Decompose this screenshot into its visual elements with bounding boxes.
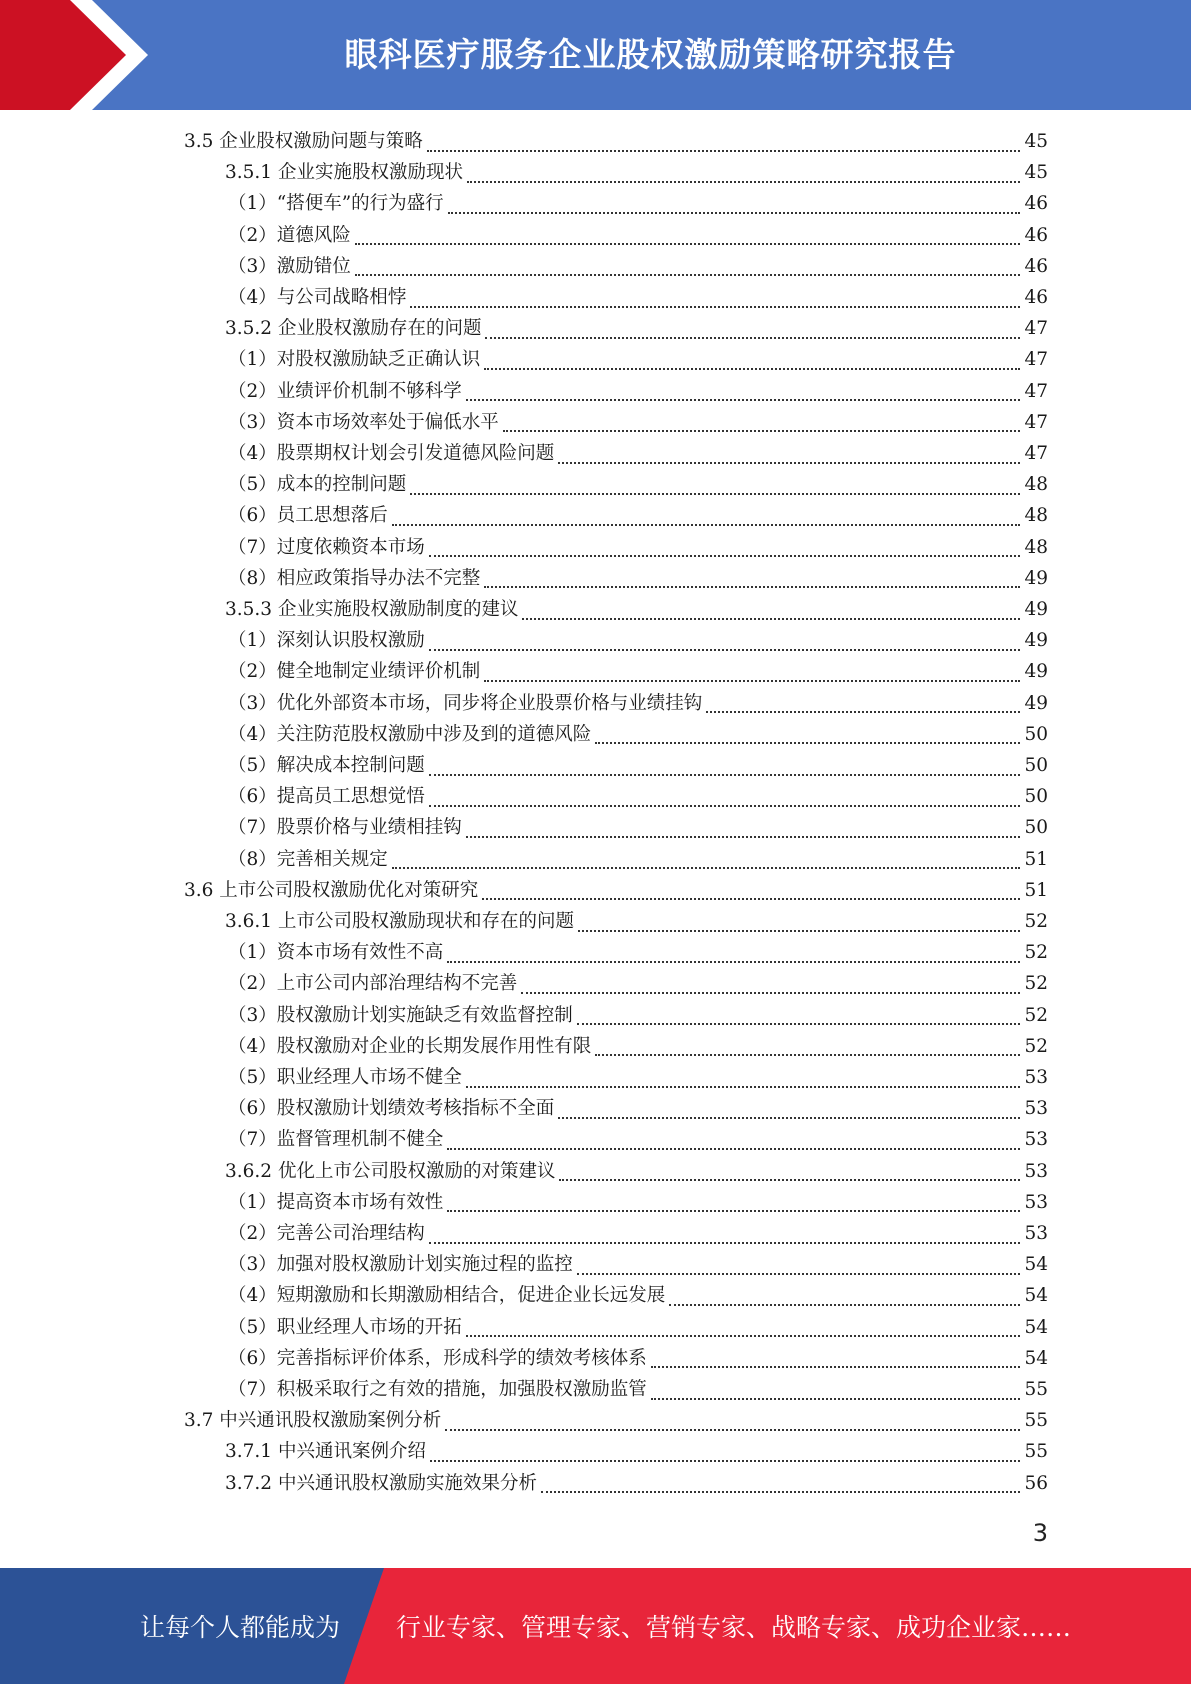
toc-entry-label: 3.6.1 上市公司股权激励现状和存在的问题 [225,911,574,932]
toc-entry-label: （2）完善公司治理结构 [228,1223,425,1244]
toc-entry-page: 51 [1024,879,1048,901]
toc-entry-page: 53 [1024,1098,1048,1120]
toc-leader-dots [577,1271,1021,1275]
toc-entry-page: 48 [1024,505,1048,527]
toc-entry[interactable] [228,1312,1048,1343]
toc-leader-dots [355,272,1021,276]
header-title: 眼科医疗服务企业股权激励策略研究报告 [344,34,957,74]
toc-entry-page: 47 [1024,349,1048,371]
toc-entry-page: 52 [1024,1004,1048,1026]
toc-entry[interactable] [228,1374,1048,1405]
toc-entry-label: （8）相应政策指导办法不完整 [228,567,481,589]
toc-entry-page: 48 [1024,474,1048,496]
toc-leader-dots [578,928,1020,932]
toc-entry[interactable] [228,719,1048,750]
toc-entry[interactable] [228,563,1048,594]
toc-entry-label: （1）资本市场有效性不高 [228,942,444,964]
toc-entry[interactable] [228,376,1048,407]
toc-leader-dots [595,740,1020,744]
toc-entry-page: 55 [1024,1379,1048,1400]
toc-leader-dots [429,803,1021,807]
toc-entry-page: 51 [1024,848,1048,870]
toc-entry-label: （4）与公司战略相悖 [228,287,407,308]
toc-leader-dots [429,772,1021,776]
toc-entry-label: 3.7.2 中兴通讯股权激励实施效果分析 [225,1472,537,1494]
toc-leader-dots [466,1084,1021,1088]
toc-entry-label: 3.5 企业股权激励问题与策略 [184,131,423,152]
toc-leader-dots [706,709,1020,713]
toc-entry[interactable] [228,937,1048,968]
toc-entry-label: （8）完善相关规定 [228,848,388,870]
toc-entry-label: （4）股权激励对企业的长期发展作用性有限 [228,1035,592,1057]
toc-leader-dots [482,896,1020,900]
toc-entry[interactable] [184,1405,1048,1436]
toc-entry-page: 53 [1024,1129,1048,1151]
toc-leader-dots [669,1302,1020,1306]
toc-entry[interactable] [228,750,1048,781]
toc-entry[interactable] [228,407,1048,438]
toc-entry-label: （2）道德风险 [228,224,351,246]
toc-entry-label: 3.5.3 企业实施股权激励制度的建议 [225,599,519,620]
toc-entry-page: 49 [1024,567,1048,589]
toc-entry-label: （4）股票期权计划会引发道德风险问题 [228,443,555,464]
toc-entry[interactable] [228,812,1048,843]
toc-entry-label: （1）深刻认识股权激励 [228,630,425,652]
toc-entry-page: 46 [1024,224,1048,246]
toc-leader-dots [466,397,1021,401]
toc-entry[interactable] [228,532,1048,563]
toc-entry-page: 49 [1024,630,1048,652]
toc-entry-page: 53 [1024,1067,1048,1088]
toc-entry-page: 47 [1024,318,1048,340]
toc-leader-dots [410,304,1020,308]
toc-entry-page: 50 [1024,786,1048,808]
toc-entry[interactable] [228,1000,1048,1031]
toc-entry-page: 52 [1024,942,1048,964]
toc-entry[interactable] [228,968,1048,999]
toc-entry-page: 54 [1024,1316,1048,1338]
toc-entry-page: 53 [1024,1160,1048,1182]
toc-entry-page: 54 [1024,1347,1048,1369]
toc-entry-label: （6）股权激励计划绩效考核指标不全面 [228,1098,555,1120]
toc-entry[interactable] [228,282,1048,313]
toc-entry-label: （6）完善指标评价体系，形成科学的绩效考核体系 [228,1347,647,1369]
toc-leader-dots [466,834,1021,838]
toc-entry-label: （7）监督管理机制不健全 [228,1129,444,1151]
toc-entry-label: （3）加强对股权激励计划实施过程的监控 [228,1254,573,1276]
toc-leader-dots [522,616,1020,620]
toc-entry[interactable] [225,1436,1048,1467]
toc-leader-dots [541,1489,1020,1493]
toc-entry-page: 47 [1024,380,1048,402]
toc-entry-page: 54 [1024,1254,1048,1276]
toc-leader-dots [503,428,1021,432]
toc-entry[interactable] [228,1280,1048,1311]
toc-entry[interactable] [228,220,1048,251]
toc-entry-page: 48 [1024,536,1048,558]
toc-entry[interactable] [225,1156,1048,1187]
toc-entry-label: 3.5.1 企业实施股权激励现状 [225,162,463,184]
toc-leader-dots [445,1427,1020,1431]
toc-entry[interactable] [184,126,1048,157]
toc-leader-dots [392,522,1021,526]
toc-entry-label: （2）业绩评价机制不够科学 [228,380,462,402]
toc-entry-label: 3.7 中兴通讯股权激励案例分析 [184,1410,442,1432]
toc-entry-label: （1）“搭便车”的行为盛行 [228,193,444,215]
toc-leader-dots [447,1208,1020,1212]
toc-entry[interactable] [228,1343,1048,1374]
page-footer [0,1568,1191,1684]
toc-entry-label: （5）成本的控制问题 [228,474,407,496]
toc-entry-label: （7）过度依赖资本市场 [228,536,425,558]
toc-entry-page: 49 [1024,599,1048,620]
toc-entry[interactable] [228,1093,1048,1124]
footer-slogan-left: 让每个人都能成为 [140,1613,341,1642]
toc-entry[interactable] [228,1062,1048,1093]
toc-entry-page: 53 [1024,1191,1048,1213]
toc-entry-page: 53 [1024,1223,1048,1244]
toc-entry-page: 50 [1024,755,1048,776]
toc-entry-label: （7）积极采取行之有效的措施，加强股权激励监管 [228,1379,647,1400]
toc-entry-page: 52 [1024,911,1048,932]
toc-entry[interactable] [228,1031,1048,1062]
toc-entry-page: 49 [1024,692,1048,714]
toc-entry-label: （5）职业经理人市场的开拓 [228,1316,462,1338]
toc-entry-label: （6）员工思想落后 [228,505,388,527]
toc-entry-label: 3.6 上市公司股权激励优化对策研究 [184,879,479,901]
toc-leader-dots [467,179,1020,183]
toc-entry-page: 47 [1024,443,1048,464]
toc-entry-page: 46 [1024,193,1048,215]
toc-leader-dots [429,553,1021,557]
toc-entry[interactable] [228,1124,1048,1155]
toc-leader-dots [485,335,1020,339]
toc-leader-dots [447,1146,1020,1150]
toc-entry[interactable] [225,1468,1048,1499]
toc-leader-dots [651,1396,1021,1400]
toc-leader-dots [558,1115,1020,1119]
toc-entry[interactable] [225,906,1048,937]
toc-entry-label: （1）对股权激励缺乏正确认识 [228,349,481,371]
toc-leader-dots [410,491,1020,495]
toc-entry[interactable] [228,469,1048,500]
toc-entry-page: 46 [1024,287,1048,308]
toc-entry-page: 55 [1024,1441,1048,1463]
toc-leader-dots [521,990,1020,994]
toc-entry-page: 52 [1024,973,1048,995]
toc-entry-label: （3）资本市场效率处于偏低水平 [228,411,499,433]
toc-entry-page: 47 [1024,411,1048,433]
toc-leader-dots [577,1021,1021,1025]
toc-entry[interactable] [225,313,1048,344]
toc-entry[interactable] [228,438,1048,469]
toc-entry-label: （4）关注防范股权激励中涉及到的道德风险 [228,723,592,745]
toc-leader-dots [484,366,1020,370]
toc-entry-label: （6）提高员工思想觉悟 [228,786,425,808]
toc-entry-label: （1）提高资本市场有效性 [228,1191,444,1213]
toc-entry-label: 3.5.2 企业股权激励存在的问题 [225,318,482,340]
toc-leader-dots [466,1333,1021,1337]
toc-entry-label: （3）优化外部资本市场，同步将企业股票价格与业绩挂钩 [228,692,703,714]
toc-leader-dots [429,1240,1021,1244]
toc-entry-page: 52 [1024,1035,1048,1057]
footer-slogan-right: 行业专家、管理专家、营销专家、战略专家、成功企业家…… [396,1613,1072,1642]
toc-leader-dots [427,148,1021,152]
toc-entry-label: （3）激励错位 [228,255,351,277]
toc-entry-page: 50 [1024,723,1048,745]
toc-entry-page: 54 [1024,1285,1048,1307]
toc-entry[interactable] [228,844,1048,875]
toc-entry-page: 45 [1024,131,1048,152]
toc-leader-dots [559,1177,1020,1181]
toc-entry-page: 45 [1024,162,1048,184]
toc-entry-label: （3）股权激励计划实施缺乏有效监督控制 [228,1004,573,1026]
toc-leader-dots [448,210,1021,214]
toc-entry-label: 3.7.1 中兴通讯案例介绍 [225,1441,426,1463]
toc-leader-dots [447,959,1020,963]
toc-entry[interactable] [228,625,1048,656]
toc-leader-dots [392,865,1021,869]
toc-leader-dots [595,1052,1020,1056]
toc-entry-page: 46 [1024,255,1048,277]
toc-entry-page: 50 [1024,817,1048,839]
toc-leader-dots [355,241,1021,245]
toc-leader-dots [429,647,1021,651]
toc-leader-dots [430,1458,1020,1462]
toc-entry-page: 56 [1024,1472,1048,1494]
toc-entry-label: 3.6.2 优化上市公司股权激励的对策建议 [225,1160,556,1182]
toc-entry[interactable] [228,781,1048,812]
toc-entry[interactable] [225,157,1048,188]
page-number: 3 [1032,1519,1048,1547]
toc-entry[interactable] [228,344,1048,375]
toc-leader-dots [484,584,1020,588]
toc-leader-dots [651,1364,1021,1368]
toc-entry[interactable] [228,1187,1048,1218]
toc-leader-dots [558,460,1020,464]
toc-entry[interactable] [184,875,1048,906]
toc-entry[interactable] [225,594,1048,625]
toc-entry-label: （4）短期激励和长期激励相结合，促进企业长远发展 [228,1285,666,1307]
toc-entry-label: （5）解决成本控制问题 [228,755,425,776]
chevron-logo-icon [0,0,170,110]
toc-entry-label: （2）健全地制定业绩评价机制 [228,661,481,683]
toc-entry[interactable] [228,500,1048,531]
toc-entry[interactable] [228,656,1048,687]
toc-entry[interactable] [228,1249,1048,1280]
toc-entry-page: 55 [1024,1410,1048,1432]
toc-entry-label: （2）上市公司内部治理结构不完善 [228,973,518,995]
toc-entry-label: （5）职业经理人市场不健全 [228,1067,462,1088]
toc-leader-dots [484,678,1020,682]
toc-entry[interactable] [228,688,1048,719]
page-header [0,0,1191,110]
toc-entry-page: 49 [1024,661,1048,683]
toc-entry[interactable] [228,251,1048,282]
toc-entry[interactable] [228,1218,1048,1249]
toc-entry[interactable] [228,188,1048,219]
toc-entry-label: （7）股票价格与业绩相挂钩 [228,817,462,839]
